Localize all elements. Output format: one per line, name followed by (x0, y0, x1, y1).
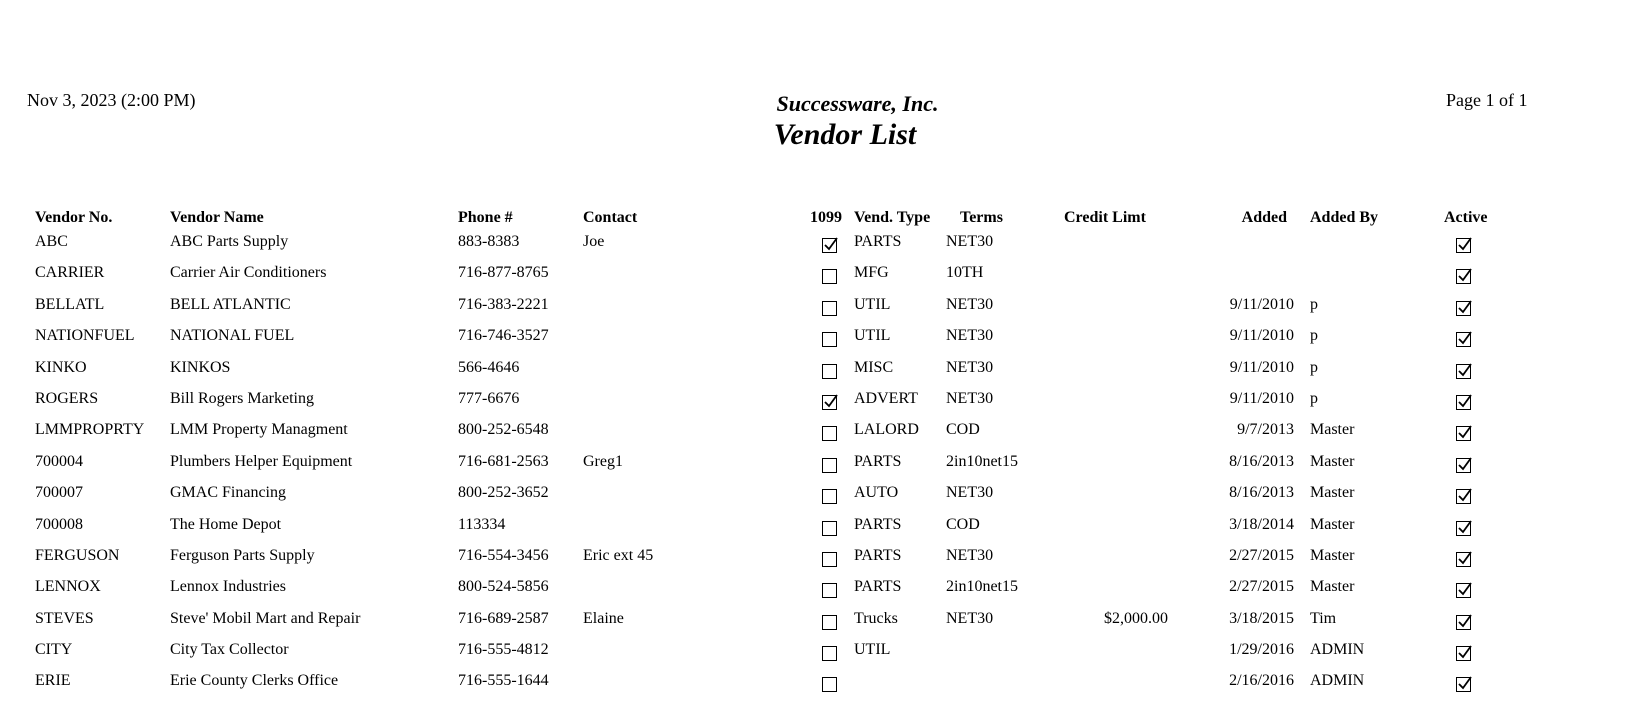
header-vendor-no: Vendor No. (35, 209, 113, 226)
cell-vendor-no: BELLATL (35, 295, 105, 313)
checkbox-1099 (822, 426, 837, 441)
cell-added-by: Master (1310, 421, 1355, 439)
table-row (0, 515, 1626, 546)
cell-vendor-name: ABC Parts Supply (170, 233, 289, 250)
cell-added-by: p (1310, 295, 1318, 313)
cell-phone: 800-524-5856 (458, 578, 549, 596)
cell-added-by: Master (1310, 546, 1355, 564)
cell-vend-type: UTIL (854, 295, 891, 313)
cell-terms: NET30 (946, 484, 994, 502)
checkbox-active (1456, 458, 1471, 473)
cell-vendor-no: 700008 (35, 515, 83, 533)
cell-phone: 716-681-2563 (458, 452, 549, 470)
checkbox-active (1456, 269, 1471, 284)
table-row (0, 420, 1626, 451)
header-added-by: Added By (1310, 209, 1379, 226)
cell-vendor-name: Ferguson Parts Supply (170, 546, 315, 564)
cell-vend-type: PARTS (854, 578, 902, 596)
table-row (0, 263, 1626, 294)
cell-vend-type: ADVERT (854, 389, 918, 407)
table-row (0, 671, 1626, 702)
cell-phone: 800-252-3652 (458, 484, 549, 502)
vendor-table (0, 232, 1626, 703)
cell-vendor-no: 700007 (35, 484, 83, 502)
header-active: Active (1444, 209, 1488, 226)
checkbox-1099 (822, 458, 837, 473)
cell-vendor-name: KINKOS (170, 358, 231, 376)
cell-vend-type: PARTS (854, 515, 902, 533)
cell-vend-type: UTIL (854, 641, 891, 659)
checkbox-active (1456, 646, 1471, 661)
cell-vendor-name: BELL ATLANTIC (170, 295, 291, 313)
header-vendor-name: Vendor Name (170, 209, 264, 226)
checkbox-active (1456, 677, 1471, 692)
checkbox-1099 (822, 615, 837, 630)
checkbox-1099 (822, 646, 837, 661)
checkbox-1099 (822, 238, 837, 253)
cell-vendor-name: LMM Property Managment (170, 421, 348, 439)
company-name: Successware, Inc. (776, 91, 939, 116)
checkbox-active (1456, 301, 1471, 316)
report-title: Vendor List (773, 118, 917, 151)
cell-added: 8/16/2013 (1229, 484, 1294, 502)
table-row (0, 358, 1626, 389)
cell-added: 2/27/2015 (1229, 578, 1294, 596)
report-date: Nov 3, 2023 (2:00 PM) (27, 90, 196, 110)
cell-added: 1/29/2016 (1229, 641, 1294, 659)
cell-added: 9/11/2010 (1229, 358, 1294, 376)
cell-vend-type: MISC (854, 358, 894, 376)
cell-added-by: p (1310, 358, 1318, 376)
cell-vend-type: LALORD (854, 421, 919, 439)
header-1099: 1099 (810, 209, 842, 226)
cell-phone: 113334 (458, 515, 506, 533)
cell-vendor-no: KINKO (35, 358, 87, 376)
checkbox-active (1456, 395, 1471, 410)
cell-added-by: ADMIN (1310, 641, 1365, 659)
table-row (0, 577, 1626, 608)
cell-added-by: ADMIN (1310, 672, 1365, 690)
cell-vendor-no: CARRIER (35, 264, 105, 282)
cell-added: 9/7/2013 (1237, 421, 1294, 439)
checkbox-active (1456, 552, 1471, 567)
cell-vendor-name: Carrier Air Conditioners (170, 264, 327, 282)
cell-vend-type: Trucks (854, 609, 898, 627)
cell-phone: 883-8383 (458, 233, 520, 250)
cell-added-by: Master (1310, 515, 1355, 533)
cell-vendor-no: LMMPROPRTY (35, 421, 145, 439)
cell-vendor-no: 700004 (35, 452, 83, 470)
checkbox-1099 (822, 301, 837, 316)
cell-added-by: Master (1310, 452, 1355, 470)
cell-phone: 716-689-2587 (458, 609, 549, 627)
checkbox-active (1456, 489, 1471, 504)
cell-vendor-name: Plumbers Helper Equipment (170, 452, 353, 470)
cell-added: 2/16/2016 (1229, 672, 1294, 690)
cell-vendor-no: ROGERS (35, 389, 99, 407)
cell-vendor-no: NATIONFUEL (35, 327, 135, 345)
table-row (0, 452, 1626, 483)
checkbox-active (1456, 332, 1471, 347)
checkbox-active (1456, 426, 1471, 441)
cell-added: 8/16/2013 (1229, 452, 1294, 470)
cell-terms: NET30 (946, 546, 994, 564)
cell-terms: COD (946, 421, 980, 439)
cell-terms: 2in10net15 (946, 452, 1018, 470)
cell-contact: Eric ext 45 (583, 546, 654, 564)
checkbox-1099 (822, 521, 837, 536)
checkbox-active (1456, 364, 1471, 379)
checkbox-1099 (822, 269, 837, 284)
table-row (0, 326, 1626, 357)
header-credit-limit: Credit Limt (1064, 209, 1146, 226)
cell-added-by: p (1310, 389, 1318, 407)
cell-phone: 716-383-2221 (458, 295, 549, 313)
cell-vendor-no: CITY (35, 641, 73, 659)
cell-added-by: Master (1310, 578, 1355, 596)
cell-vend-type: UTIL (854, 327, 891, 345)
cell-vendor-no: ABC (35, 233, 68, 250)
cell-vendor-no: FERGUSON (35, 546, 120, 564)
cell-added: 3/18/2015 (1229, 609, 1294, 627)
header-phone: Phone # (458, 209, 513, 226)
cell-added: 9/11/2010 (1229, 327, 1294, 345)
cell-contact: Elaine (583, 609, 624, 627)
cell-phone: 716-554-3456 (458, 546, 549, 564)
cell-vendor-name: Bill Rogers Marketing (170, 389, 314, 407)
cell-phone: 716-555-1644 (458, 672, 549, 690)
checkbox-active (1456, 238, 1471, 253)
cell-terms: NET30 (946, 389, 994, 407)
cell-added: 9/11/2010 (1229, 295, 1294, 313)
checkbox-1099 (822, 364, 837, 379)
checkbox-1099 (822, 395, 837, 410)
cell-vendor-name: City Tax Collector (170, 641, 289, 659)
checkbox-active (1456, 583, 1471, 598)
table-row (0, 295, 1626, 326)
cell-contact: Greg1 (583, 452, 623, 470)
cell-terms: NET30 (946, 609, 994, 627)
cell-terms: 2in10net15 (946, 578, 1018, 596)
cell-vendor-name: GMAC Financing (170, 484, 286, 502)
table-row (0, 483, 1626, 514)
checkbox-1099 (822, 552, 837, 567)
table-row (0, 232, 1626, 263)
header-terms: Terms (960, 209, 1003, 226)
cell-phone: 716-746-3527 (458, 327, 549, 345)
cell-phone: 716-555-4812 (458, 641, 549, 659)
cell-phone: 800-252-6548 (458, 421, 549, 439)
cell-vendor-name: Erie County Clerks Office (170, 672, 339, 690)
cell-phone: 566-4646 (458, 358, 520, 376)
cell-vendor-no: STEVES (35, 609, 94, 627)
checkbox-active (1456, 615, 1471, 630)
cell-vendor-no: ERIE (35, 672, 71, 690)
checkbox-1099 (822, 583, 837, 598)
cell-added-by: p (1310, 327, 1318, 345)
cell-terms: NET30 (946, 358, 994, 376)
table-row (0, 389, 1626, 420)
cell-vendor-no: LENNOX (35, 578, 101, 596)
cell-added: 2/27/2015 (1229, 546, 1294, 564)
cell-vend-type: PARTS (854, 546, 902, 564)
cell-vendor-name: Lennox Industries (170, 578, 286, 596)
cell-terms: 10TH (946, 264, 984, 282)
cell-terms: NET30 (946, 233, 994, 250)
cell-vend-type: MFG (854, 264, 889, 282)
header-vend-type: Vend. Type (854, 209, 931, 226)
cell-phone: 777-6676 (458, 389, 520, 407)
header-contact: Contact (583, 209, 638, 226)
cell-terms: NET30 (946, 295, 994, 313)
header-added: Added (1241, 209, 1287, 226)
cell-phone: 716-877-8765 (458, 264, 549, 282)
table-row (0, 640, 1626, 671)
cell-vendor-name: The Home Depot (170, 515, 282, 533)
cell-contact: Joe (583, 233, 605, 250)
cell-added-by: Master (1310, 484, 1355, 502)
checkbox-1099 (822, 332, 837, 347)
checkbox-1099 (822, 489, 837, 504)
cell-added-by: Tim (1310, 609, 1337, 627)
cell-credit-limit: $2,000.00 (1104, 609, 1168, 627)
cell-vendor-name: NATIONAL FUEL (170, 327, 295, 345)
cell-terms: NET30 (946, 327, 994, 345)
page-number: Page 1 of 1 (1446, 90, 1528, 110)
checkbox-active (1456, 521, 1471, 536)
cell-vend-type: AUTO (854, 484, 899, 502)
cell-vend-type: PARTS (854, 452, 902, 470)
cell-vend-type: PARTS (854, 233, 902, 250)
cell-terms: COD (946, 515, 980, 533)
checkbox-1099 (822, 677, 837, 692)
cell-added: 3/18/2014 (1229, 515, 1294, 533)
table-row (0, 609, 1626, 640)
table-row (0, 546, 1626, 577)
cell-vendor-name: Steve' Mobil Mart and Repair (170, 609, 361, 627)
cell-added: 9/11/2010 (1229, 389, 1294, 407)
